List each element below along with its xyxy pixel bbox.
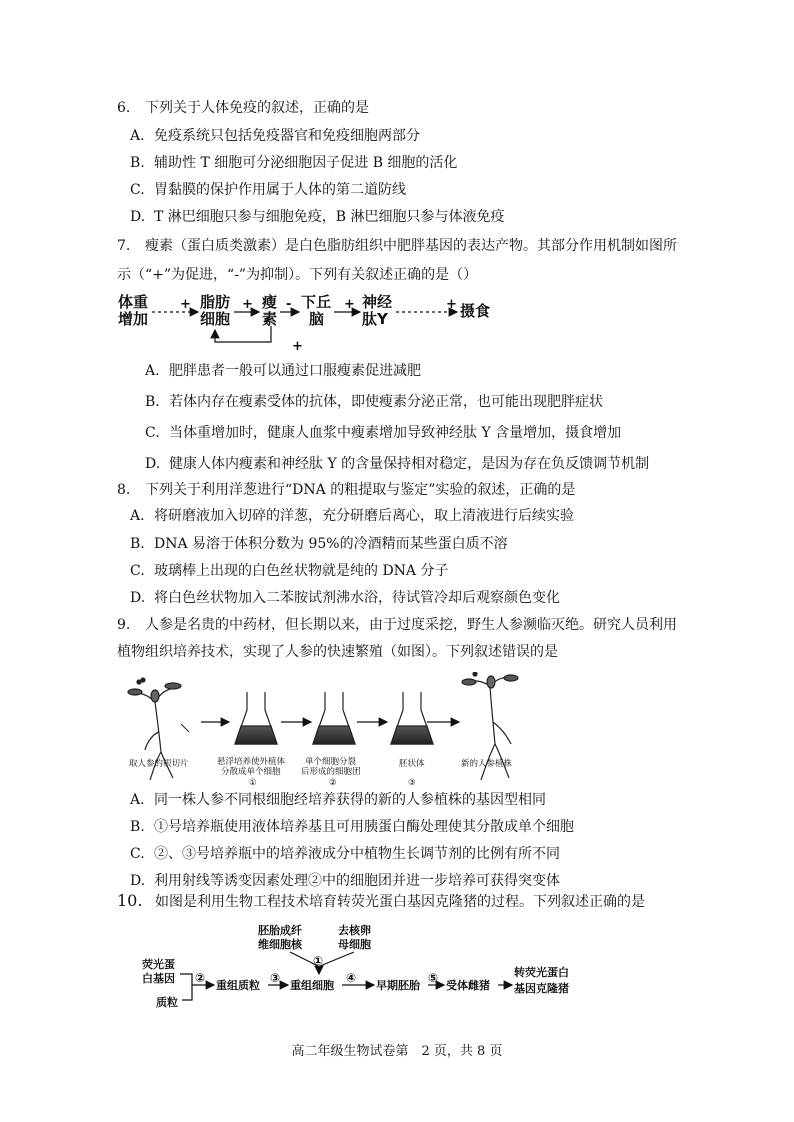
q7-node-hypothalamus-l1: 下丘 <box>301 293 332 311</box>
q10-node-result-l1: 转荧光蛋白 <box>514 966 569 979</box>
q10-step-2: ② <box>195 971 206 985</box>
q10-node-gene-l2: 白基因 <box>142 972 175 985</box>
q8-number: 8. <box>117 482 131 498</box>
q10-node-oocyte-l1: 去核卵 <box>338 924 371 937</box>
q7-plus-sign-feedback: + <box>292 339 303 352</box>
q7-node-fat-l2: 细胞 <box>200 310 231 328</box>
q8-option-a: A. 将研磨液加入切碎的洋葱，充分研磨后离心，取上清液进行后续实验 <box>130 508 574 524</box>
q7-option-a: A. 肥胖患者一般可以通过口服瘦素促进减肥 <box>145 363 421 379</box>
q6-stem-text: 下列关于人体免疫的叙述，正确的是 <box>145 100 369 116</box>
q9-caption-3-l1: 单个细胞分裂 <box>305 757 357 767</box>
q7-stem-line2: 示（“+”为促进，“-”为抑制）。下列有关叙述正确的是（） <box>117 267 478 283</box>
q7-node-weight-l1: 体重 <box>118 293 149 311</box>
q7-plus-sign-2: + <box>242 297 253 312</box>
q6-option-a: A. 免疫系统只包括免疫器官和免疫细胞两部分 <box>130 128 420 144</box>
q6-option-c: C. 胃黏膜的保护作用属于人体的第二道防线 <box>130 182 406 198</box>
q9-stem-line1: 9. 人参是名贵的中药材，但长期以来，由于过度采挖，野生人参濒临灭绝。研究人员利用 <box>117 617 677 633</box>
q9-caption-3-l2: 后形成的细胞团 <box>301 767 361 777</box>
flask-2-icon <box>313 692 355 744</box>
q7-option-c: C. 当体重增加时，健康人血浆中瘦素增加导致神经肽 Y 含量增加，摄食增加 <box>145 425 622 441</box>
q9-option-b: B. ①号培养瓶使用液体培养基且可用胰蛋白酶处理使其分散成单个细胞 <box>130 819 574 835</box>
q7-node-fat-l1: 脂肪 <box>200 293 231 311</box>
q10-step-4: ④ <box>346 971 357 985</box>
q8-option-b: B. DNA 易溶于体积分数为 95%的冷酒精而某些蛋白质不溶 <box>130 536 508 552</box>
flask-3-icon <box>391 692 433 744</box>
q9-caption-2-l1: 悬浮培养使外植体 <box>217 757 286 767</box>
q10-node-recombinant-plasmid: 重组质粒 <box>216 979 260 992</box>
q7-option-b: B. 若体内存在瘦素受体的抗体，即使瘦素分泌正常，也可能出现肥胖症状 <box>145 394 603 410</box>
q7-plus-sign-4: + <box>446 297 457 312</box>
q10-node-early-embryo: 早期胚胎 <box>376 979 420 992</box>
q10-node-recombinant-cell: 重组细胞 <box>290 979 334 992</box>
q7-minus-sign: - <box>286 297 292 312</box>
q7-number: 7. <box>117 238 131 254</box>
q9-caption-4: 胚状体 <box>399 759 425 769</box>
flask-1-icon <box>235 692 277 744</box>
q6-stem <box>117 99 369 117</box>
q10-step-5: ⑤ <box>428 971 439 985</box>
q10-cloning-diagram <box>140 920 580 1022</box>
q9-caption-2-num: ① <box>249 778 257 788</box>
q10-step-1: ① <box>313 954 324 968</box>
q7-node-npy-l1: 神经 <box>362 293 393 311</box>
q7-node-hypothalamus-l2: 脑 <box>309 310 325 328</box>
q10-node-gene-l1: 荧光蛋 <box>142 958 175 971</box>
q10-step-3: ③ <box>270 971 281 985</box>
q8-option-d: D. 将白色丝状物加入二苯胺试剂沸水浴，待试管冷却后观察颜色变化 <box>130 590 560 606</box>
q7-plus-sign-1: + <box>180 297 191 312</box>
cut-mark <box>181 724 189 732</box>
q10-node-result-l2: 基因克隆猪 <box>514 982 569 995</box>
q7-option-d: D. 健康人体内瘦素和神经肽 Y 的含量保持相对稳定，是因为存在负反馈调节机制 <box>145 456 650 472</box>
q9-option-c: C. ②、③号培养瓶中的培养液成分中植物生长调节剂的比例有所不同 <box>130 846 560 862</box>
q9-caption-1: 取人参的根切片 <box>129 759 189 769</box>
q9-caption-2-l2: 分散成单个细胞 <box>221 767 281 777</box>
q9-caption-3-num: ② <box>329 778 337 788</box>
q9-caption-5: 新的人参植株 <box>461 759 513 769</box>
q6-number: 6. <box>117 100 131 116</box>
page-footer: 高二年级生物试卷第 2 页，共 8 页 <box>291 1044 503 1059</box>
q10-node-recipient-sow: 受体雌猪 <box>446 979 490 992</box>
q9-option-d: D. 利用射线等诱变因素处理②中的细胞团并进一步培养可获得突变体 <box>130 873 560 889</box>
q7-node-npy-l2: 肽Y <box>362 310 388 328</box>
q7-node-weight-l2: 增加 <box>118 310 149 328</box>
q7-node-leptin-l2: 素 <box>262 310 278 328</box>
q8-stem: 8. 下列关于利用洋葱进行“DNA 的粗提取与鉴定”实验的叙述，正确的是 <box>117 482 576 498</box>
q10-node-oocyte-l2: 母细胞 <box>338 938 371 951</box>
q9-stem-line2: 植物组织培养技术，实现了人参的快速繁殖（如图）。下列叙述错误的是 <box>117 644 558 660</box>
q7-feedback-diagram <box>114 290 514 352</box>
q10-node-fibroblast-l1: 胚胎成纤 <box>258 924 302 937</box>
q10-node-fibroblast-l2: 维细胞核 <box>258 938 302 951</box>
q7-stem-line1: 7. 瘦素（蛋白质类激素）是白色脂肪组织中肥胖基因的表达产物。其部分作用机制如图所 <box>117 238 677 254</box>
q10-stem: 10. 如图是利用生物工程技术培育转荧光蛋白基因克隆猪的过程。下列叙述正确的是 <box>117 891 645 910</box>
q9-caption-4-num: ③ <box>408 778 416 788</box>
q10-node-plasmid: 质粒 <box>156 996 178 1009</box>
q6-option-d: D. T 淋巴细胞只参与细胞免疫，B 淋巴细胞只参与体液免疫 <box>130 209 505 225</box>
q7-node-leptin-l1: 瘦 <box>262 293 278 311</box>
q9-option-a: A. 同一株人参不同根细胞经培养获得的新的人参植株的基因型相同 <box>130 792 546 808</box>
q6-option-b: B. 辅助性 T 细胞可分泌细胞因子促进 B 细胞的活化 <box>130 155 458 171</box>
q10-number: 10. <box>117 891 143 910</box>
q7-node-feeding: 摄食 <box>460 302 491 320</box>
q9-number: 9. <box>117 617 131 633</box>
q7-plus-sign-3: + <box>344 297 355 312</box>
q9-tissue-culture-figure <box>125 672 525 790</box>
q8-option-c: C. 玻璃棒上出现的白色丝状物就是纯的 DNA 分子 <box>130 563 449 579</box>
